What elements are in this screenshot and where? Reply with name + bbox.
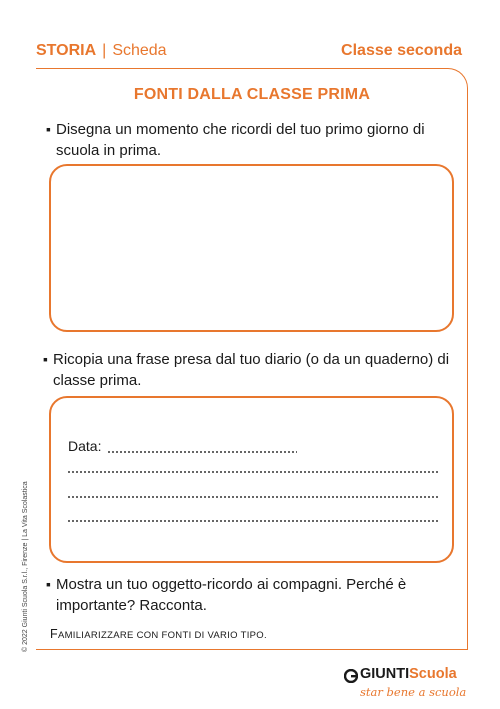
publisher-logo bbox=[344, 666, 467, 706]
task-1-text: Disegna un momento che ricordi del tuo primo giorno di scuola in prima. bbox=[56, 121, 425, 159]
task-2-text: Ricopia una frase presa dal tuo diario (o da un quaderno) di classe prima. bbox=[53, 351, 450, 389]
subject-label: STORIA bbox=[36, 42, 97, 59]
frame-bottom-rule bbox=[36, 649, 468, 650]
copyright-notice: © 2022 Giunti Scuola S.r.l., Firenze | La Vita Scolastica bbox=[22, 481, 29, 652]
task-3 bbox=[46, 574, 456, 616]
logo-brand: GIUNTI bbox=[360, 666, 410, 682]
date-label: Data: bbox=[68, 438, 102, 454]
logo-wordmark bbox=[360, 666, 457, 682]
logo-brand-accent: Scuola bbox=[409, 666, 457, 682]
page-header bbox=[36, 42, 462, 64]
grade-label: Classe seconda bbox=[341, 42, 462, 59]
writing-box bbox=[49, 396, 454, 563]
section-label: Scheda bbox=[112, 42, 167, 59]
learning-objective bbox=[50, 627, 267, 641]
bullet-icon: ▪ bbox=[46, 121, 51, 137]
writing-line-2[interactable] bbox=[67, 496, 439, 498]
task-3-text: Mostra un tuo oggetto-ricordo ai compagni. Perché è importante? Racconta. bbox=[56, 576, 407, 614]
bullet-icon: ▪ bbox=[46, 576, 51, 592]
giunti-logo-icon bbox=[344, 669, 358, 683]
writing-line-3[interactable] bbox=[67, 520, 439, 522]
date-input-line[interactable] bbox=[107, 451, 297, 453]
header-separator: | bbox=[102, 42, 107, 59]
learning-objective-initial: F bbox=[50, 627, 58, 641]
bullet-icon: ▪ bbox=[43, 351, 48, 367]
logo-tagline: star bene a scuola bbox=[360, 685, 467, 699]
task-2 bbox=[43, 349, 463, 391]
subject-heading bbox=[36, 42, 167, 60]
worksheet-title: FONTI DALLA CLASSE PRIMA bbox=[133, 86, 371, 103]
drawing-box[interactable] bbox=[49, 164, 454, 332]
writing-line-1[interactable] bbox=[67, 471, 439, 473]
learning-objective-text: AMILIARIZZARE CON FONTI DI VARIO TIPO. bbox=[57, 630, 267, 641]
task-1 bbox=[46, 119, 456, 161]
